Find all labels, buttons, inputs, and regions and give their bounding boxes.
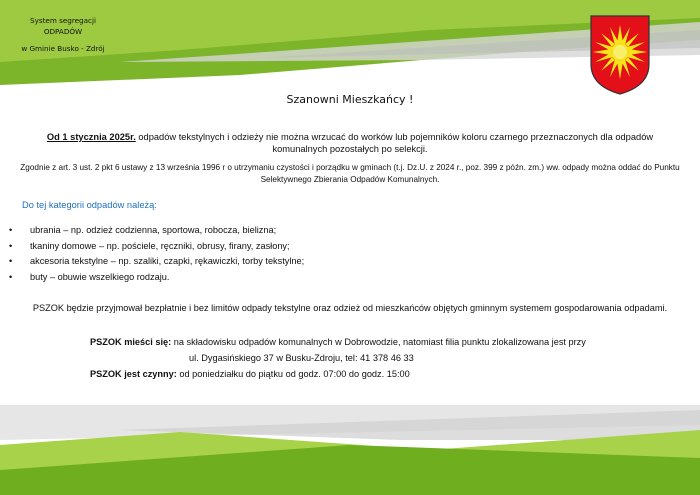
item-list: [0, 223, 304, 285]
list-item: • ubrania – np. odzież codzienna, sportowa, robocza, bielizna;: [0, 223, 304, 239]
location-label: PSZOK mieści się:: [90, 337, 172, 347]
location-line-1: na składowisku odpadów komunalnych w Dobrowodzie, natomiast filia punktu zlokalizowana jest przy: [171, 337, 586, 347]
list-item: • akcesoria tekstylne – np. szaliki, czapki, rękawiczki, torby tekstylne;: [0, 254, 304, 270]
hours-paragraph: [90, 366, 410, 382]
coat-of-arms-icon: [589, 14, 651, 96]
intro-text: odpadów tekstylnych i odzieży nie można wrzucać do worków lub pojemników koloru czarnego przeznaczonych dla odpadów komunalnych pozostałych po selekcji.: [135, 132, 654, 154]
list-item: • buty – obuwie wszelkiego rodzaju.: [0, 270, 304, 286]
org-line-1: System segregacji: [30, 16, 96, 25]
bullet-icon: •: [9, 271, 13, 282]
greeting-heading: Szanowni Mieszkańcy !: [286, 93, 414, 106]
category-heading: Do tej kategorii odpadów należą:: [22, 200, 157, 210]
bullet-icon: •: [9, 256, 13, 266]
hours-label: PSZOK jest czynny:: [90, 369, 177, 379]
bullet-icon: •: [9, 225, 13, 235]
law-paragraph: Zgodnie z art. 3 ust. 2 pkt 6 ustawy z 13 września 1996 r o utrzymaniu czystości i porządku w gminach (t.j. Dz.U. z 2024 r., poz. 399 z późn. zm.) ww. odpady można oddać do Punktu Selektywnego Zbierania Odpadów Komunalnych.: [20, 163, 680, 184]
intro-paragraph: [20, 131, 680, 155]
location-line-2: ul. Dygasińskiego 37 w Busku-Zdroju, tel: 41 378 46 33: [189, 353, 414, 363]
location-paragraph: [90, 334, 680, 366]
list-item: • tkaniny domowe – np. pościele, ręczniki, obrusy, firany, zasłony;: [0, 239, 304, 255]
org-line-2: ODPADÓW: [43, 27, 83, 36]
org-line-3: w Gminie Busko - Zdrój: [21, 44, 105, 53]
bullet-icon: •: [9, 240, 13, 251]
pszok-free-paragraph: PSZOK będzie przyjmował bezpłatnie i bez limitów odpady tekstylne oraz odzież od mieszkańców objętych gminnym systemem gospodarowania odpadami.: [32, 303, 668, 313]
org-header: [8, 15, 118, 54]
intro-date: Od 1 stycznia 2025r.: [46, 132, 136, 142]
hours-text: od poniedziałku do piątku od godz. 07:00 do godz. 15:00: [176, 369, 410, 379]
